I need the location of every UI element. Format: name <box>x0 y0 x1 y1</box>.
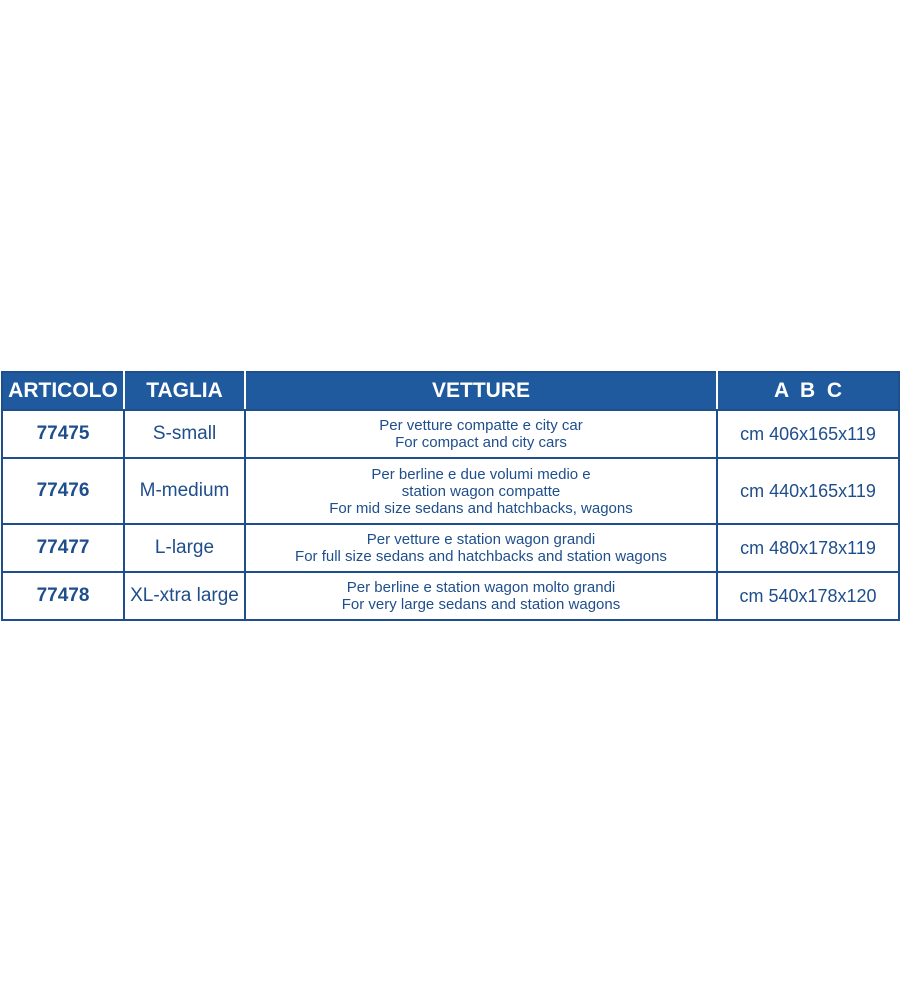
dimensions-value: cm 480x178x119 <box>717 524 899 572</box>
size-table <box>1 371 900 621</box>
description-line: For very large sedans and station wagons <box>341 596 621 613</box>
header-vetture: VETTURE <box>245 372 717 410</box>
header-articolo: ARTICOLO <box>2 372 124 410</box>
dimensions-value: cm 406x165x119 <box>717 410 899 458</box>
dimensions-value: cm 440x165x119 <box>717 458 899 524</box>
description-line: For full size sedans and hatchbacks and station wagons <box>295 548 667 565</box>
article-code: 77477 <box>2 524 124 572</box>
vehicle-description <box>245 458 717 524</box>
article-code: 77475 <box>2 410 124 458</box>
description-line: station wagon compatte <box>401 482 561 500</box>
vehicle-description <box>245 572 717 620</box>
size-label: S-small <box>124 410 245 458</box>
description-line: For compact and city cars <box>395 434 567 451</box>
vehicle-description <box>245 524 717 572</box>
header-taglia: TAGLIA <box>124 372 245 410</box>
size-label: L-large <box>124 524 245 572</box>
table-row <box>2 458 899 524</box>
table-header-row <box>2 372 899 410</box>
dimensions-value: cm 540x178x120 <box>717 572 899 620</box>
table-row <box>2 524 899 572</box>
article-code: 77476 <box>2 458 124 524</box>
header-dimensions: A B C <box>717 372 899 410</box>
size-label: M-medium <box>124 458 245 524</box>
description-line: Per berline e station wagon molto grandi <box>346 579 616 596</box>
article-code: 77478 <box>2 572 124 620</box>
size-label: XL-xtra large <box>124 572 245 620</box>
description-line: Per vetture e station wagon grandi <box>366 531 596 548</box>
table-row <box>2 572 899 620</box>
description-line: Per vetture compatte e city car <box>379 417 583 434</box>
description-line: For mid size sedans and hatchbacks, wagons <box>329 499 633 517</box>
vehicle-description <box>245 410 717 458</box>
table-row <box>2 410 899 458</box>
description-line: Per berline e due volumi medio e <box>371 465 591 483</box>
